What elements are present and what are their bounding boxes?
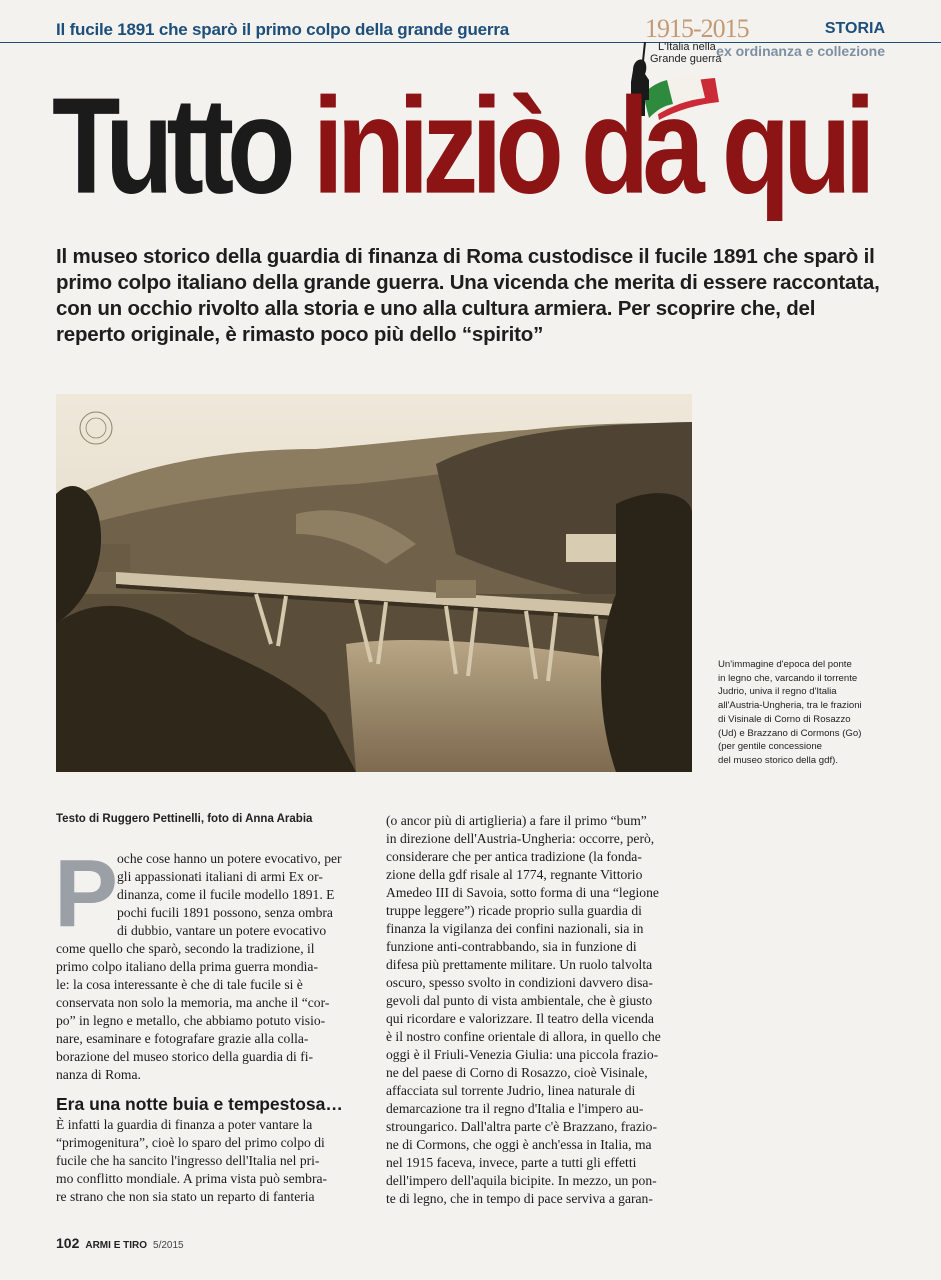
caption-line: in legno che, varcando il torrente <box>718 672 858 684</box>
body-line: dinanza, come il fucile modello 1891. E <box>117 887 335 902</box>
caption-line: (Ud) e Brazzano di Cormons (Go) <box>718 727 862 739</box>
photo-caption <box>718 658 893 768</box>
issue-number: 5/2015 <box>153 1240 184 1251</box>
body-line: considerare che per antica tradizione (la fonda- <box>386 849 642 864</box>
body-line: demarcazione tra il regno d'Italia e l'impero au- <box>386 1101 644 1116</box>
lead-paragraph: Il museo storico della guardia di finanza di Roma custodisce il fucile 1891 che sparò il primo colpo italiano della grande guerra. Una vicenda che merita di essere raccontata, con un occhio rivolto alla storia e uno alla cultura armiera. Per scoprire che, del reperto originale, è rimasto poco più dello “spirito” <box>56 245 880 346</box>
bridge-photo-illustration <box>56 394 692 772</box>
section-subhead: Era una notte buia e tempestosa… <box>56 1094 343 1114</box>
body-line: affacciata sul torrente Judrio, linea naturale di <box>386 1083 636 1098</box>
body-line: fucile che ha sancito l'ingresso dell'Italia nel pri- <box>56 1153 320 1168</box>
headline-part1: Tutto <box>52 69 313 222</box>
body-line: pochi fucili 1891 possono, senza ombra <box>117 905 333 920</box>
body-line: nare, esaminare e fotografare grazie alla colla- <box>56 1031 309 1046</box>
body-line: di dubbio, vantare un potere evocativo <box>117 923 327 938</box>
body-line: difesa più prettamente militare. Un ruolo talvolta <box>386 957 653 972</box>
body-line: ne di Cormons, che oggi è anch'essa in Italia, ma <box>386 1137 652 1152</box>
drop-cap: P <box>54 840 119 947</box>
body-line: Amedeo III di Savoia, sotto forma di una “legione <box>386 885 659 900</box>
page-footer <box>56 1235 184 1253</box>
body-line: nel 1915 faceva, invece, parte a tutti gli effetti <box>386 1155 637 1170</box>
headline <box>52 69 869 222</box>
running-title: Il fucile 1891 che sparò il primo colpo della grande guerra <box>56 20 510 39</box>
body-line: primo colpo italiano della prima guerra mondia- <box>56 959 318 974</box>
page-number: 102 <box>56 1235 80 1251</box>
caption-line: di Visinale di Corno di Rosazzo <box>718 713 851 725</box>
body-line: le: la cosa interessante è che di tale fucile si è <box>56 977 303 992</box>
body-line: gli appassionati italiani di armi Ex or- <box>117 869 323 884</box>
body-line: oggi è il Friuli-Venezia Giulia: una piccola frazio- <box>386 1047 659 1062</box>
caption-line: Judrio, univa il regno d'Italia <box>718 686 837 698</box>
body-line: ne del paese di Corno di Rosazzo, cioè Visinale, <box>386 1065 648 1080</box>
caption-line: all'Austria-Ungheria, tra le frazioni <box>718 700 862 712</box>
body-line: funzione anti-contrabbando, sia in funzione di <box>386 939 637 954</box>
body-line: qui ricordare e valorizzare. Il teatro della vicenda <box>386 1011 654 1026</box>
caption-line: Un'immagine d'epoca del ponte <box>718 659 852 670</box>
body-line: “primogenitura”, cioè lo sparo del primo colpo di <box>56 1135 325 1150</box>
body-line: stroungarico. Dall'altra parte c'è Brazzano, frazio- <box>386 1119 657 1134</box>
headline-part2: iniziò da qui <box>312 69 869 222</box>
byline: Testo di Ruggero Pettinelli, foto di Anna Arabia <box>56 813 313 825</box>
caption-line: del museo storico della gdf). <box>718 754 838 766</box>
body-line: mo conflitto mondiale. A prima vista può sembra- <box>56 1171 328 1186</box>
body-line: oscuro, spesso svolto in condizioni davvero disa- <box>386 975 653 990</box>
body-line: gevoli dal punto di vista ambientale, che è giusto <box>386 993 653 1008</box>
body-line: re strano che non sia stato un reparto di fanteria <box>56 1189 315 1204</box>
body-line: nanza di Roma. <box>56 1067 141 1082</box>
badge-years: 1915-2015 <box>645 14 749 43</box>
body-line: (o ancor più di artiglieria) a fare il primo “bum” <box>386 813 647 828</box>
caption-line: (per gentile concessione <box>718 741 822 753</box>
body-line: è il nostro confine orientale di allora, in quello che <box>386 1029 661 1044</box>
body-line: zione della gdf risale al 1774, regnante Vittorio <box>386 867 643 882</box>
body-line: po” in legno e metallo, che abbiamo potuto visio- <box>56 1013 326 1028</box>
body-line: finanza la vigilanza dei confini nazionali, sia in <box>386 921 644 936</box>
badge-line2: Grande guerra <box>650 53 722 65</box>
body-line: in direzione dell'Austria-Ungheria: occorre, però, <box>386 831 655 846</box>
body-line: te di legno, che in tempo di pace serviva a garan- <box>386 1191 653 1206</box>
body-line: dell'impero dell'aquila bicipite. In mezzo, un pon- <box>386 1173 657 1188</box>
body-line: truppe leggere”) ricade proprio sulla guardia di <box>386 903 642 918</box>
body-line: conservata non solo la memoria, ma anche il “cor- <box>56 995 330 1010</box>
body-line: È infatti la guardia di finanza a poter vantare la <box>56 1117 313 1132</box>
body-line: oche cose hanno un potere evocativo, per <box>117 851 342 866</box>
section-label: STORIA <box>824 20 885 37</box>
subsection-label: ex ordinanza e collezione <box>716 43 885 59</box>
badge-line1: L'Italia nella <box>658 41 716 53</box>
magazine-name: ARMI E TIRO <box>85 1240 148 1251</box>
body-line: borazione del museo storico della guardia di fi- <box>56 1049 314 1064</box>
historic-bridge-photo <box>56 394 692 772</box>
body-line: come quello che sparò, secondo la tradizione, il <box>56 941 315 956</box>
